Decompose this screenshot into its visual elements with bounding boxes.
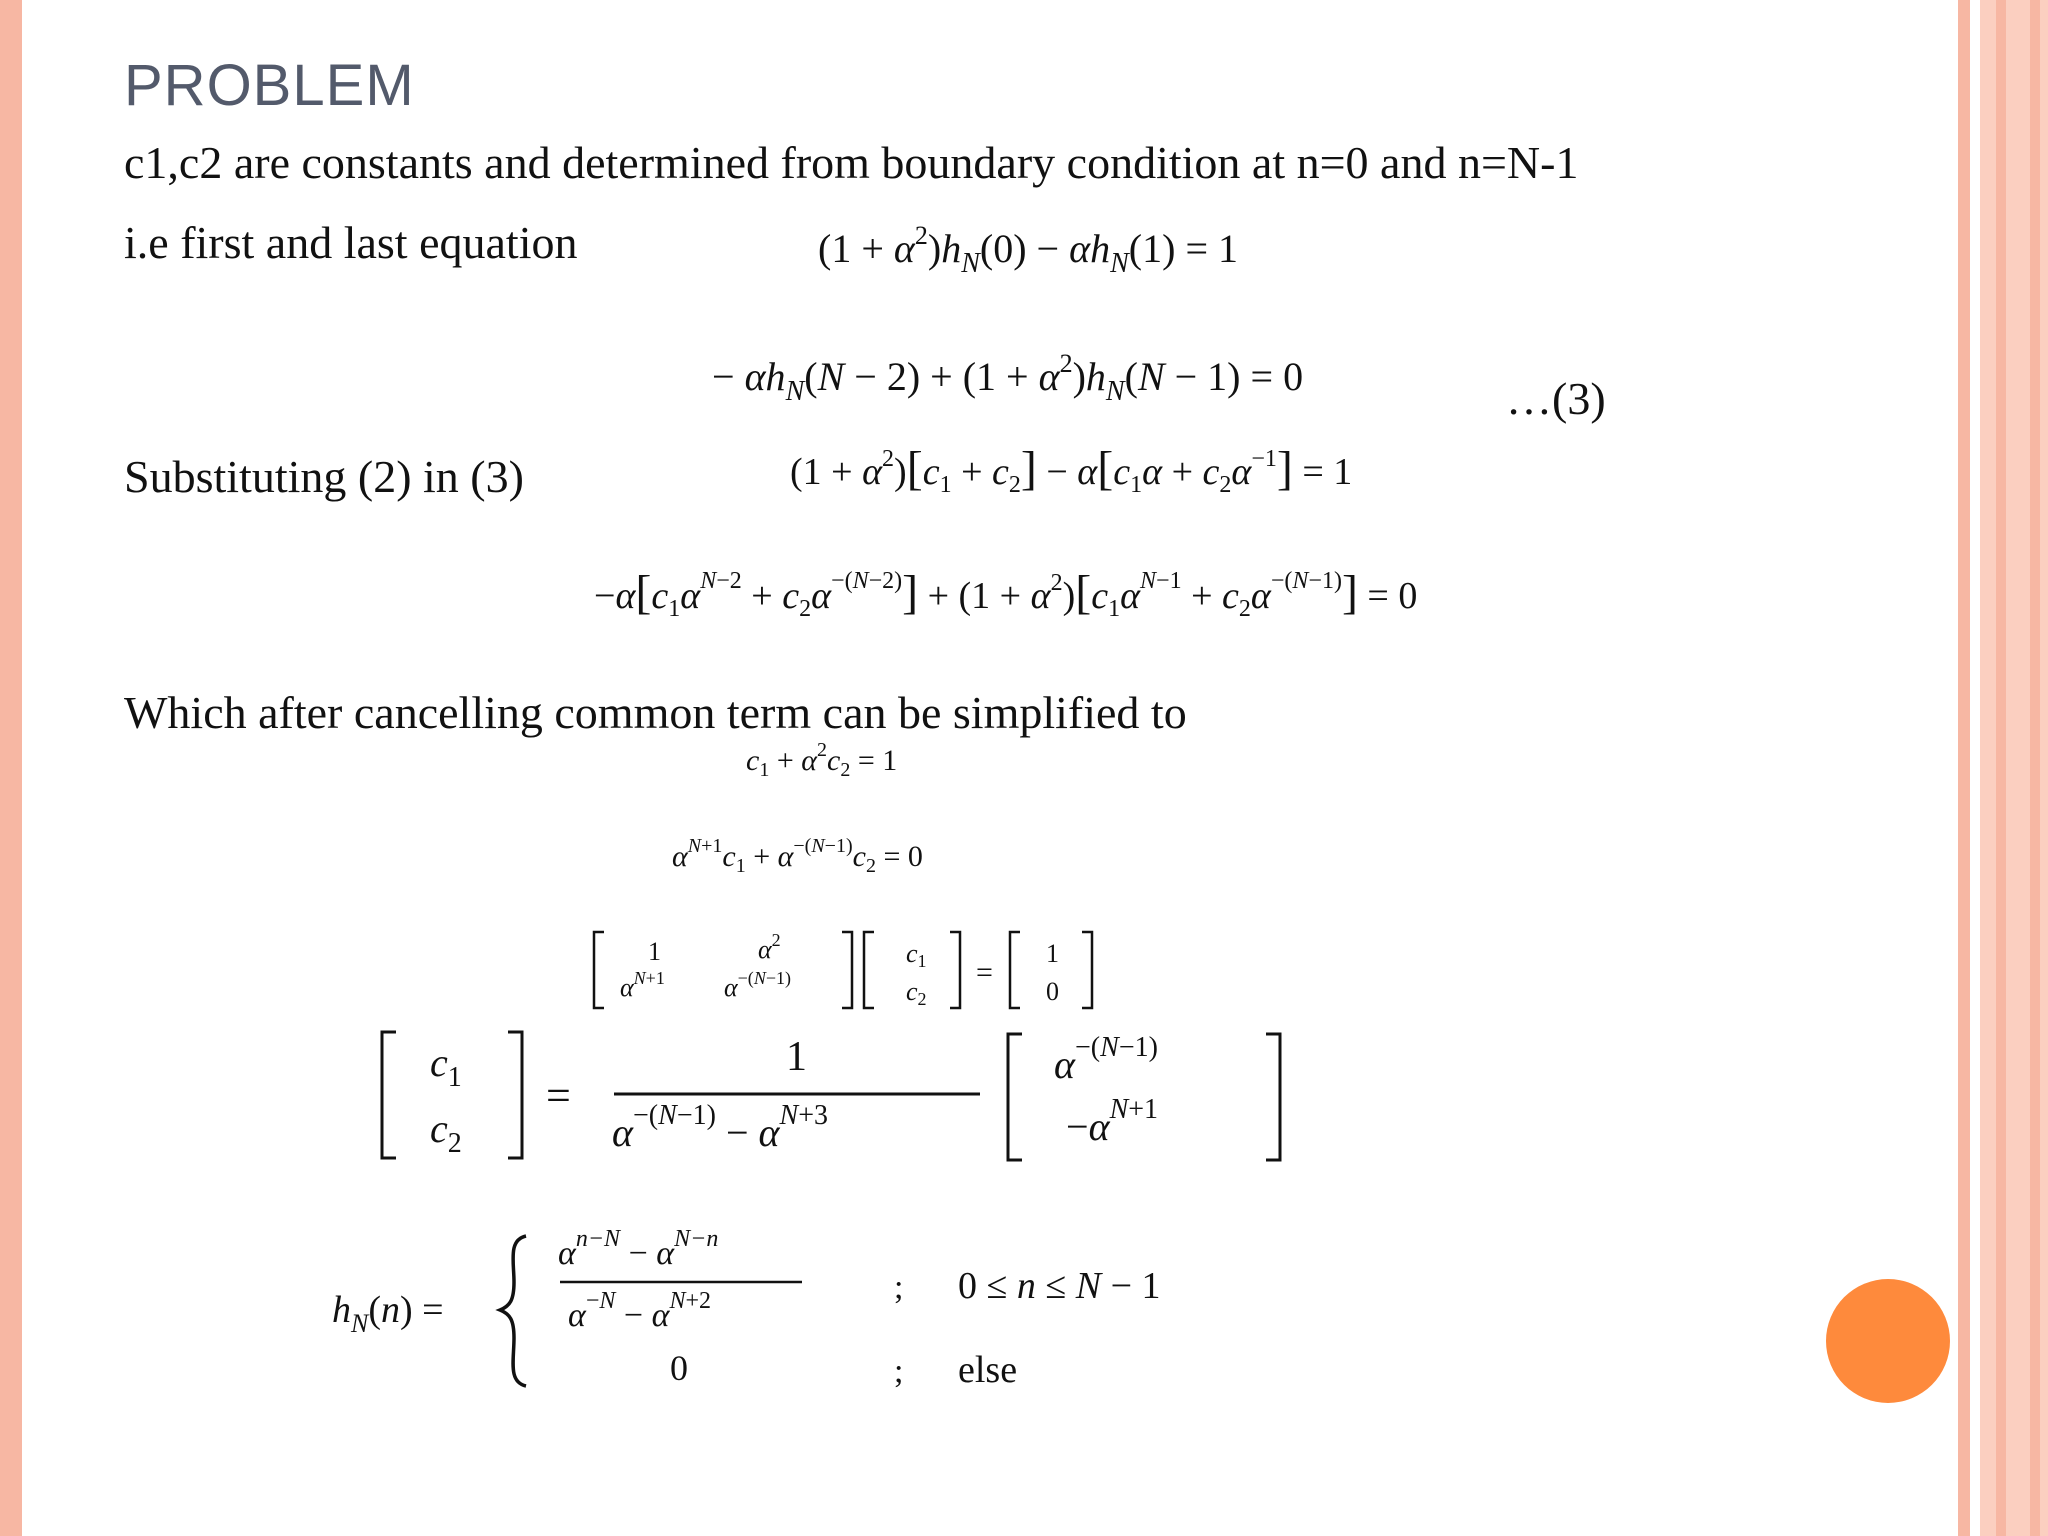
svg-text:α−(N−1): $\alpha^{-(N-1)}$: [1054, 1032, 1158, 1087]
equation-simplified-last: [672, 835, 923, 877]
slide-title: PROBLEM: [124, 53, 415, 118]
svg-text:αn−N − αN−n: $\alpha^{n-N} - \alpha^{N-n}$: [558, 1226, 719, 1272]
svg-text:0: 0: [670, 1348, 688, 1388]
svg-text:c1: $c_1$: [430, 1040, 462, 1093]
svg-text:c2: $c_2$: [430, 1106, 462, 1159]
svg-text:α−N − αN+2: $\alpha^{-N} - \alpha^{N+2}$: [568, 1288, 712, 1334]
svg-text:else: else: [958, 1349, 1018, 1391]
text-line-substituting: Substituting (2) in (3): [124, 451, 524, 502]
equation-matrix-system: [594, 932, 1092, 1008]
svg-text:hN(n) =: $h_N(n)$ =: [332, 1289, 444, 1338]
svg-text:0 ≤ n ≤ N − 1: 0 ≤ n ≤ N − 1: [958, 1265, 1161, 1307]
svg-text:c2: c2: [906, 977, 927, 1009]
svg-text:c1: c1: [906, 939, 927, 971]
equation-impulse-response: [332, 1226, 1161, 1391]
equation-substituted-first: [790, 442, 1352, 498]
svg-text:αN+1: $\alpha^{N+1}$: [620, 968, 665, 1002]
equation-solution: [382, 1032, 1280, 1160]
svg-text:1: 1: [1046, 939, 1059, 968]
equation-last: [712, 349, 1303, 407]
text-line-simplified: Which after cancelling common term can be simplified to: [124, 687, 1187, 738]
equation-substituted-last: [594, 566, 1417, 622]
matrix-entries: [620, 930, 1059, 1009]
svg-text:;: ;: [894, 1269, 904, 1306]
text-line-first-last: i.e first and last equation: [124, 217, 578, 268]
equation-simplified-first: [746, 739, 897, 781]
svg-text:−α[c1αN−2 + c2α−(N−2)] + (1 +: $-\alpha[c_1\alpha^{N-2} + c_2\alpha^{-(N-2)}] + (1 + \alpha^2)[c_1\alpha^{N-1} + c_2\alpha^{-(N-1)}] = 0$: [594, 566, 1418, 622]
svg-text:α−(N−1): $\alpha^{-(N-1)}$: [724, 968, 791, 1002]
svg-text:0: 0: [1046, 977, 1059, 1006]
svg-text:1: 1: [648, 937, 661, 966]
svg-text:c1 + α2c2 = 1: $c_1 + \alpha^2c_2 = 1$: [746, 739, 898, 781]
svg-text:αN+1c1 + α−(N−1)c2 = 0: $\alpha^{N+1}c_1 + \alpha^{-(N-1)}c_2 = 0$: [672, 835, 923, 877]
svg-text:−αN+1: $-\alpha^{N+1}$: [1066, 1094, 1159, 1149]
svg-text:(1 + α2)[c1 + c2] − α[c1α + c2: $(1 + \alpha^2)[c_1 + c_2] - \alpha[c_1\alpha + c_2\alpha^{-1}] = 1$: [790, 442, 1353, 498]
svg-text:=: =: [546, 1071, 571, 1120]
svg-text:− αhN(N − 2) + (1 + α2)hN(N −: − $\alpha h_N(N - 2) + (1 + \alpha^2)h_N(N - 1) = 0$: [712, 349, 1304, 407]
text-line-boundary: c1,c2 are constants and determined from boundary condition at n=0 and n=N-1: [124, 137, 1579, 188]
svg-text:=: =: [976, 956, 993, 989]
svg-text:;: ;: [894, 1353, 904, 1390]
equation-reference: …(3): [1506, 373, 1606, 424]
svg-text:(1 + α2)hN(0) − αhN(1) = 1: $(1 + \alpha^2)h_N(0) - \alpha h_N(1) = 1$: [818, 221, 1238, 279]
svg-text:1: 1: [786, 1034, 807, 1080]
equation-first: [818, 221, 1238, 279]
svg-text:α−(N−1) − αN+3: $\alpha^{-(N-1)} - \alpha^{N+3}$: [612, 1100, 828, 1155]
svg-text:α2: $\alpha^2$: [758, 930, 781, 964]
